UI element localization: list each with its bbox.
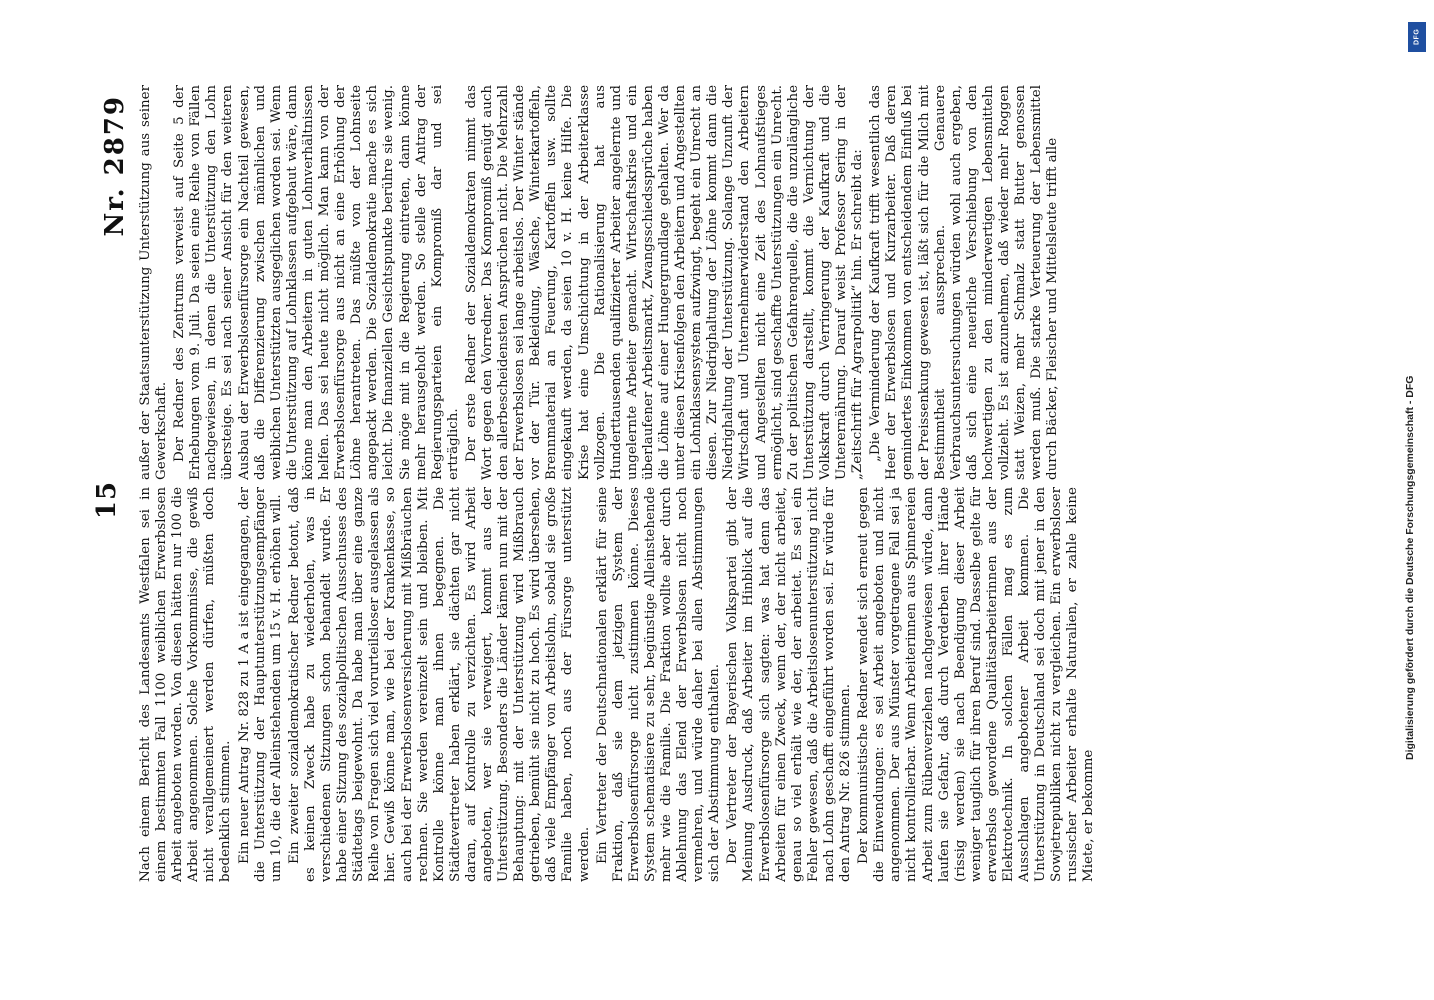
page-number: 15 — [92, 480, 122, 520]
paragraph: Der kommunistische Redner wendet sich erneut gegen die Einwendungen: es sei Arbeit angeboten und nicht angenommen. Der aus Münster vorgetragene Fall sei ja nicht kontrollierbar. Wenn Arbeiterinnen aus Spinnereien Arbeit zum Rübenverziehen nachgewiesen würde, dann laufen sie Gefahr, daß durch Verderben ihrer Hände (rissig werden) sie nach Beendigung dieser Arbeit weniger tauglich für ihren Beruf sind. Dasselbe gelte für erwerbslos gewordene Qualitätsarbeiterinnen aus der Elektrotechnik. In solchen Fällen mag es zum Ausschlagen angebotener Arbeit kommen. Die Unterstützung in Deutschland sei doch mit jener in den Sowjetrepubliken nicht zu vergleichen. Ein erwerbsloser russischer Arbeiter erhalte Naturalien, er zahle keine Miete, er bekomme — [856, 487, 1097, 882]
paragraph: Ein Vertreter der Deutschnationalen erklärt für seine Fraktion, daß sie dem jetzigen System der Erwerbslosenfürsorge nicht zustimmen könne. Dieses System schematisiere zu sehr, begünstige Alleinstehende mehr wie die Familie. Die Fraktion wollte aber durch Ablehnung das Elend der Erwerbslosen nicht noch vermehren, und würde daher bei allen Abstimmungen sich der Abstimmung enthalten. — [594, 487, 723, 882]
paragraph: Der Redner des Zentrums verweist auf Seite 5 der Erhebungen vom 9. Juli. Da seien eine Reihe von Fällen nachgewiesen, in denen die Unterstützung den Lohn übersteige. Es sei nach seiner Ansicht für den weiteren Ausbau der Erwerbslosenfürsorge ein Nachteil gewesen, daß die Differenzierung zwischen männlichen und weiblichen Unterstützten ausgeglichen worden sei. Wenn die Unterstützung auf Lohnklassen aufgebaut wäre, dann könne man den Arbeitern in guten Lohnverhältnissen helfen. Das sei heute nicht möglich. Man kann von der Erwerbslosenfürsorge aus nicht an eine Erhöhung der Löhne herantreten. Das müßte von der Lohnseite angepackt werden. Die Sozialdemokratie mache es sich leicht. Die finanziellen Gesichtspunkte berühre sie wenig. Sie möge mit in die Regierung eintreten, dann könne mehr herausgeholt werden. So stelle der Antrag der Regierungsparteien ein Kompromiß dar und sei erträglich. — [172, 85, 461, 480]
paragraph: Ein zweiter sozialdemokratischer Redner betont, daß es keinen Zweck habe zu wiederholen, was in verschiedenen Sitzungen schon behandelt wurde. Er habe einer Sitzung des sozialpolitischen Ausschusses des Städtetags beigewohnt. Da habe man über eine ganze Reihe von Fragen sich viel vorurteilsloser ausgelassen als hier. Gewiß könne man, wie bei der Krankenkasse, so auch bei der Erwerbslosenversicherung mit Mißbräuchen rechnen. Sie werden vereinzelt sein und bleiben. Mit Kontrolle könne man ihnen begegnen. Die Städtevertreter haben erklärt, sie dächten gar nicht daran, auf Kontrolle zu verzichten. Es wird Arbeit angeboten, wer sie verweigert, kommt aus der Unterstützung. Besonders die Länder kämen nun mit der Behauptung: mit der Unterstützung wird Mißbrauch getrieben, bemüht sie nicht zu hoch. Es wird übersehen, daß viele Empfänger von Arbeitslohn, sobald sie große Familie haben, noch aus der Fürsorge unterstützt werden. — [286, 487, 592, 882]
document-number: Nr. 2879 — [100, 95, 130, 237]
paragraph: außer der Staatsunterstützung Unterstützung aus seiner Gewerkschaft. — [138, 85, 170, 480]
paragraph: „Die Verminderung der Kaufkraft trifft wesentlich das Heer der Erwerbslosen und Kurzarbeiter. Daß deren gemindertes Einkommen von entscheidendem Einfluß bei der Preissenkung gewesen ist, läßt sich für die Milch mit Bestimmtheit aussprechen. Genauere Verbrauchsuntersuchungen würden wohl auch ergeben, daß sich eine neuerliche Verschiebung von den hochwertigen zu den minderwertigen Lebensmitteln vollzieht. Es ist anzunehmen, daß wieder mehr Roggen statt Weizen, mehr Schmalz statt Butter genossen werden muß. Die starke Verteuerung der Lebensmittel durch Bäcker, Fleischer und Mittelsleute trifft alle — [868, 85, 1061, 480]
paragraph: Nach einem Bericht des Landesamts Westfalen sei in einem bestimmten Fall 1100 weiblichen Erwerbslosen Arbeit angeboten worden. Von diesen hätten nur 100 die Arbeit angenommen. Solche Vorkommnisse, die gewiß nicht verallgemeinert werden dürfen, müßten doch bedenklich stimmen. — [138, 487, 234, 882]
dfg-logo: DFG — [1408, 22, 1426, 52]
paragraph: Der erste Redner der Sozialdemokraten nimmt das Wort gegen den Vorredner. Das Kompromiß genügt auch den allerbescheidensten Ansprüchen nicht. Die Mehrzahl der Erwerbslosen sei lange arbeitslos. Der Winter stände vor der Tür. Bekleidung, Wäsche, Winterkartoffeln, Brennmaterial an Feuerung, Kartoffeln usw. sollte eingekauft werden, da seien 10 v. H. keine Hilfe. Die Krise hat eine Umschichtung in der Arbeiterklasse vollzogen. Die Rationalisierung hat aus Hunderttausenden qualifizierter Arbeiter angelernte und ungelernte Arbeiter gemacht. Wirtschaftskrise und ein überlaufener Arbeitsmarkt, Zwangsschiedssprüche haben die Löhne auf einer Hungergrundlage gehalten. Wer da unter diesen Krisenfolgen den Arbeitern und Angestellten ein Lohnklassensystem aufzwingt, begeht ein Unrecht an diesen. Zur Niedrighaltung der Löhne kommt dann die Niedrighaltung der Unterstützung. Solange Unzunft der Wirtschaft und Unternehmerwiderstand den Arbeitern und Angestellten nicht eine Zeit des Lohnaufstieges ermöglicht, sind geschaffte Unterstützungen ein Unrecht. Zu der politischen Gefahrenquelle, die die unzulängliche Unterstützung darstellt, kommt die Vernichtung der Volkskraft durch Verringerung der Kaufkraft und die Unterernährung. Darauf weist Professor Sering in der „Zeitschrift für Agrarpolitik“ hin. Er schreibt da: — [463, 85, 866, 480]
left-text-column — [138, 487, 1298, 882]
right-text-column — [138, 85, 1298, 480]
paragraph: Ein neuer Antrag Nr. 828 zu 1 A a ist eingegangen, der die Unterstützung der Hauptunterstützungsempfänger um 10, die der Alleinstehenden um 15 v. H. erhöhen will. — [236, 487, 284, 882]
paragraph: Der Vertreter der Bayerischen Volkspartei gibt der Meinung Ausdruck, daß Arbeiter im Hinblick auf die Erwerbslosenfürsorge sich sagten: was hat denn das Arbeiten für einen Zweck, wenn der, der nicht arbeitet, genau so viel erhält wie der, der arbeitet. Es sei ein Fehler gewesen, daß die Arbeitslosenunterstützung nicht nach Lohn geschafft eingeführt worden sei. Er würde für den Antrag Nr. 826 stimmen. — [725, 487, 854, 882]
credit-text: Digitalisierung gefördert durch die Deutsche Forschungsgemeinschaft - DFG — [1404, 375, 1416, 760]
digitization-credit — [1404, 10, 1432, 760]
